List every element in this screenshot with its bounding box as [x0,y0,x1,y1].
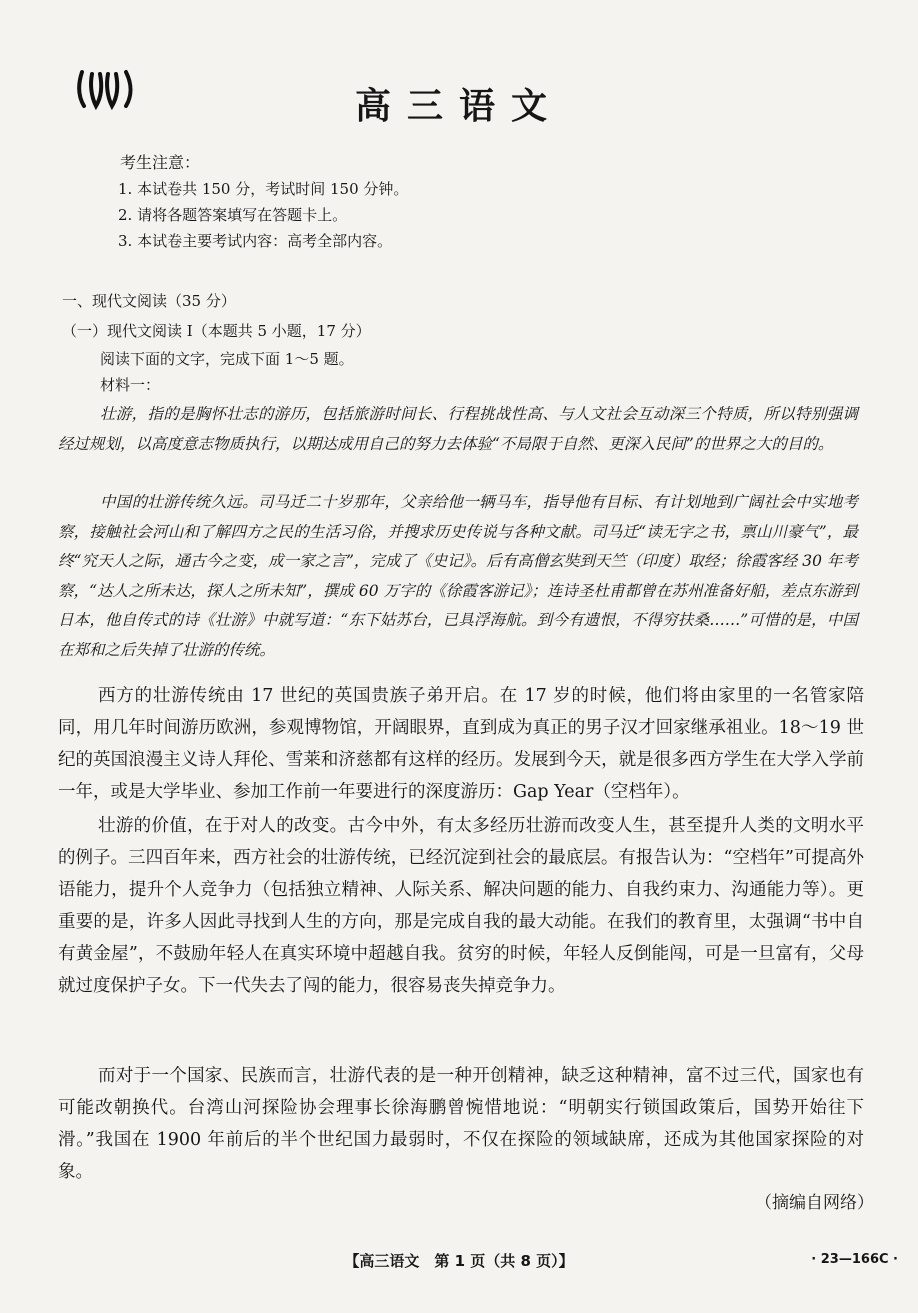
subsection-heading: （一）现代文阅读 I（本题共 5 小题，17 分） [62,322,371,340]
article-paragraph: 壮游的价值，在于对人的改变。古今中外，有太多经历壮游而改变人生，甚至提升人类的文明水平的例子。三四百年来，西方社会的壮游传统，已经沉淀到社会的最底层。有报告认为：“空档年”可提高外语能力，提升个人竞争力（包括独立精神、人际关系、解决问题的能力、自我约束力、沟通能力等）。更重要的是，许多人因此寻找到人生的方向，那是完成自我的最大动能。在我们的教育里，太强调“书中自有黄金屋”，不鼓励年轻人在真实环境中超越自我。贫穷的时候，年轻人反倒能闯，可是一旦富有，父母就过度保护子女。下一代失去了闯的能力，很容易丧失掉竞争力。 [58,816,864,996]
article-paragraph: 而对于一个国家、民族而言，壮游代表的是一种开创精神，缺乏这种精神，富不过三代，国家也有可能改朝换代。台湾山河探险协会理事长徐海鹏曾惋惜地说：“明朝实行锁国政策后，国势开始往下滑。”我国在 1900 年前后的半个世纪国力最弱时，不仅在探险的领域缺席，还成为其他国家探险的对象。 [58,1066,864,1182]
reading-instructions [100,346,354,398]
notice-item: 1. 本试卷共 150 分，考试时间 150 分钟。 [118,180,409,198]
exam-code: · 23—166C · [811,1252,898,1267]
article-paragraph: 西方的壮游传统由 17 世纪的英国贵族子弟开启。在 17 岁的时候，他们将由家里的一名管家陪同，用几年时间游历欧洲，参观博物馆，开阔眼界，直到成为真正的男子汉才回家继承祖业。18～19 世纪的英国浪漫主义诗人拜伦、雪莱和济慈都有这样的经历。发展到今天，就是很多西方学生在大学入学前一年，或是大学毕业、参加工作前一年要进行的深度游历：Gap Year（空档年）。 [58,686,864,802]
page-footer: 【高三语文 第 1 页（共 8 页）】 [344,1252,574,1270]
notice-item: 2. 请将各题答案填写在答题卡上。 [118,206,348,224]
material-label: 材料一： [100,376,161,394]
article-source: （摘编自网络） [755,1193,874,1213]
exam-notice [118,150,408,254]
instruction-text: 阅读下面的文字，完成下面 1～5 题。 [100,350,354,368]
article-paragraph: 中国的壮游传统久远。司马迁二十岁那年，父亲给他一辆马车，指导他有目标、有计划地到广阔社会中实地考察，接触社会河山和了解四方之民的生活习俗，并搜求历史传说与各种文献。司马迁“读无字之书，禀山川豪气”，最终“究天人之际，通古今之变，成一家之言”，完成了《史记》。后有高僧玄奘到天竺（印度）取经；徐霞客经 30 年考察，“达人之所未达，探人之所未知”，撰成 60 万字的《徐霞客游记》；连诗圣杜甫都曾在苏州准备好船，差点东游到日本，他自传式的诗《壮游》中就写道：“东下姑苏台，已具浮海航。到今有遗恨，不得穷扶桑……”可惜的是，中国在郑和之后失掉了壮游的传统。 [58,493,858,659]
section-heading: 一、现代文阅读（35 分） [62,292,236,310]
page-title: 高三语文 [354,86,563,127]
notice-heading: 考生注意： [120,153,201,172]
article-paragraph: 壮游，指的是胸怀壮志的游历，包括旅游时间长、行程挑战性高、与人文社会互动深三个特质，所以特别强调经过规划，以高度意志物质执行，以期达成用自己的努力去体验“不局限于自然、更深入民间”的世界之大的目的。 [58,405,858,453]
notice-item: 3. 本试卷主要考试内容：高考全部内容。 [118,232,393,250]
